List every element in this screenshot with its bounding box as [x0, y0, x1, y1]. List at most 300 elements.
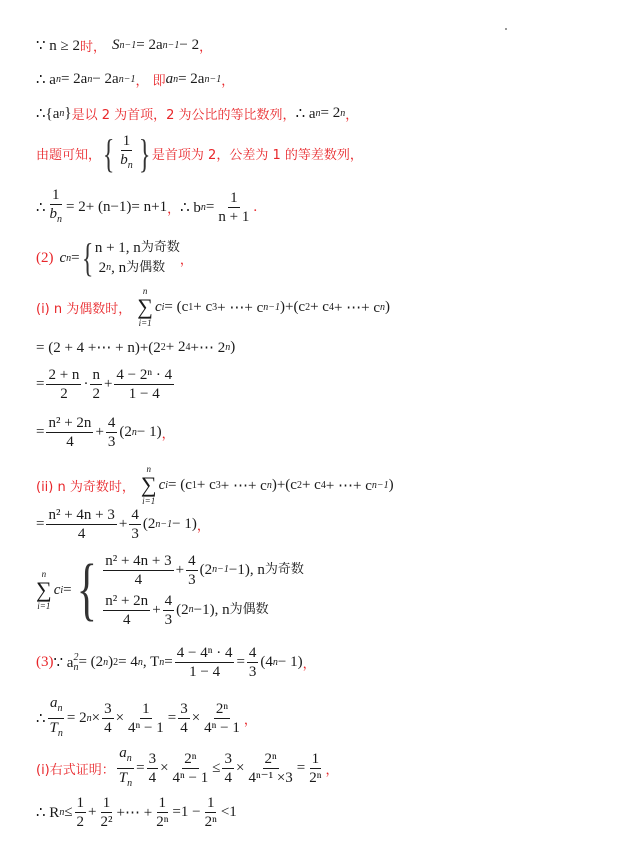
- numerator: 2ⁿ: [184, 751, 197, 767]
- math: = 2+ (n−1)= n+1: [66, 199, 168, 215]
- math-text: + 2: [165, 339, 186, 355]
- math-text: T: [49, 720, 58, 736]
- math-text: +: [103, 376, 113, 392]
- math-text: 为奇数: [140, 240, 180, 255]
- text: ，: [179, 252, 193, 268]
- math-text: [58, 728, 63, 739]
- numerator: 1: [76, 795, 85, 811]
- math-text: n: [103, 657, 109, 668]
- fraction: [46, 506, 116, 543]
- numerator: 3: [224, 751, 232, 767]
- math-text: }: [64, 105, 72, 121]
- denominator: 4ⁿ − 1: [128, 720, 164, 736]
- text: ，: [345, 108, 359, 123]
- math-text: n: [225, 342, 231, 353]
- fraction: [222, 750, 234, 787]
- math-text: −1), n: [193, 602, 230, 618]
- part-label: (2): [36, 249, 54, 266]
- numerator: 1: [230, 190, 238, 206]
- line-1: [36, 36, 212, 55]
- math-text: n: [87, 74, 93, 85]
- denominator: 4: [122, 611, 131, 628]
- fraction: [216, 189, 251, 226]
- math-text: 2: [73, 651, 79, 663]
- denominator: 4: [180, 720, 188, 736]
- math-text: n−1: [119, 40, 137, 51]
- math-text: ∑: [140, 472, 157, 497]
- math: − 2: [179, 37, 200, 53]
- math-text: =: [36, 516, 45, 532]
- math-text: 2: [98, 260, 107, 276]
- math-text: a: [49, 695, 58, 711]
- math-text: =: [296, 760, 306, 776]
- fraction: [48, 186, 65, 229]
- math-text: [127, 753, 132, 764]
- math-text: , n: [111, 260, 127, 276]
- math-text: <1: [220, 804, 237, 820]
- math-text: =1 −: [172, 804, 201, 820]
- math-text: ∑: [137, 294, 153, 319]
- text: 时，: [80, 40, 107, 55]
- math-text: 4: [185, 342, 191, 353]
- math-text: (2: [119, 424, 132, 440]
- denominator: 4: [224, 770, 232, 786]
- math-text: n: [59, 807, 65, 818]
- math-text: i=1: [37, 601, 51, 611]
- math-text: = (2: [78, 654, 104, 670]
- math-text: = 2: [66, 710, 87, 726]
- fraction: [186, 552, 198, 589]
- math-text: [155, 519, 172, 530]
- text: 是以 2 为首项，2 为公比的等比数列，: [71, 108, 296, 123]
- math-text: n: [86, 713, 92, 724]
- math-text: (4: [260, 654, 273, 670]
- math-text: 1: [191, 479, 197, 491]
- numerator: 1: [158, 795, 167, 811]
- math-text: ∴: [36, 711, 46, 727]
- fraction: [203, 794, 219, 831]
- math-text: n + 1, n: [94, 240, 141, 256]
- text: (i)右式证明：: [36, 763, 115, 778]
- math-text: [204, 74, 221, 85]
- fraction: [118, 132, 135, 175]
- math-text: + c: [301, 476, 321, 493]
- denominator: 3: [248, 664, 257, 680]
- math-text: 2: [305, 301, 311, 313]
- numerator: n² + 4n + 3: [48, 507, 115, 523]
- math-text: ，: [161, 427, 175, 442]
- math-text: ≤: [64, 804, 73, 820]
- math-text: n−1: [371, 479, 389, 491]
- math-text: (2: [142, 516, 156, 532]
- denominator: 2: [60, 386, 68, 402]
- line-4: [36, 132, 363, 175]
- math-text: [372, 480, 389, 491]
- math-text: n: [106, 262, 112, 273]
- math: =: [205, 199, 215, 215]
- math-text: n: [57, 703, 63, 714]
- denominator: 4: [77, 526, 86, 542]
- math: = 2a: [60, 71, 88, 87]
- math-text: =: [136, 760, 145, 776]
- fraction: [99, 794, 115, 831]
- summation: [137, 286, 153, 328]
- math-text: 4: [328, 301, 334, 313]
- denominator: 3: [188, 571, 196, 588]
- math-text: 1: [188, 301, 194, 313]
- numerator: 4: [107, 415, 116, 431]
- numerator: 1: [142, 701, 150, 717]
- line-14: [36, 644, 316, 681]
- math: ∴ b: [180, 200, 201, 216]
- line-8: [36, 338, 235, 357]
- fraction: [129, 506, 141, 543]
- math: = 2a: [178, 71, 205, 87]
- math: ∴ a: [36, 72, 56, 88]
- numerator: 2ⁿ: [264, 751, 277, 767]
- math-text: n: [146, 464, 151, 474]
- fraction: [202, 700, 242, 737]
- numerator: n² + 4n + 3: [105, 552, 172, 569]
- math: ∴: [36, 200, 46, 216]
- math-text: =: [36, 424, 45, 440]
- math-text: − 1): [136, 424, 162, 440]
- math-text: 2: [113, 657, 119, 668]
- math-text: ∑: [36, 577, 52, 602]
- line-6: [36, 235, 193, 280]
- math-text: [163, 40, 180, 51]
- numerator: 3: [148, 751, 157, 767]
- math-text: =: [167, 710, 177, 726]
- math-text: 2: [296, 479, 302, 491]
- math-text: n: [173, 74, 179, 85]
- math-text: $\frac{\text{n² + 2n}}{4}$ + $\frac{4}{3}$ (2 n −1), n 为偶数: [105, 592, 269, 628]
- denominator: 3: [107, 434, 116, 450]
- math-text: n: [315, 108, 321, 119]
- math-text: n: [340, 108, 346, 119]
- math-text: c: [53, 581, 61, 598]
- numerator: 4: [248, 645, 257, 661]
- math-text: +⋯ 2: [190, 340, 226, 356]
- math-text: ×: [235, 760, 245, 776]
- math-text: 3: [215, 479, 221, 491]
- math-text: n: [266, 479, 272, 491]
- denominator: 2: [92, 386, 100, 402]
- math-text: − 1): [277, 654, 303, 670]
- math-text: 为奇数: [264, 562, 304, 577]
- math-text: ): [108, 654, 114, 670]
- math-text: ×: [115, 710, 125, 726]
- math-text: ×: [160, 760, 169, 776]
- math-text: [128, 160, 133, 171]
- fraction: [48, 694, 65, 743]
- text: ，: [199, 40, 213, 55]
- math-text: i: [161, 301, 165, 313]
- denominator: 2ⁿ: [204, 814, 217, 830]
- numerator: 4 − 2ⁿ · 4: [116, 367, 173, 383]
- summation: [141, 464, 157, 506]
- line-10: [36, 414, 175, 451]
- math-text: + ⋯+ c: [333, 299, 381, 316]
- left-brace: {: [102, 130, 115, 176]
- numerator: 2ⁿ: [215, 701, 229, 717]
- line-16: [36, 744, 339, 793]
- line-5: [36, 186, 257, 229]
- math-text: ，: [243, 713, 257, 728]
- math-text: .: [253, 199, 258, 215]
- line-12: [36, 506, 210, 543]
- math-text: [57, 214, 62, 225]
- math-text: n: [188, 604, 194, 615]
- fraction: [117, 744, 134, 793]
- math: =: [71, 249, 80, 266]
- text: ，: [221, 74, 235, 89]
- fraction: [246, 750, 294, 787]
- numerator: 4: [188, 552, 196, 569]
- left-brace: {: [76, 551, 97, 628]
- math: S: [112, 37, 120, 53]
- math-text: [212, 560, 229, 580]
- line-11: [36, 464, 394, 506]
- math-text: (2: [199, 562, 213, 578]
- math-text: ·: [83, 376, 89, 392]
- line-15: [36, 694, 257, 743]
- math-text: ): [230, 339, 236, 355]
- text: ，: [167, 202, 181, 217]
- math-text: n: [59, 108, 65, 119]
- math-text: n: [126, 753, 132, 764]
- numerator: n² + 2n: [48, 415, 92, 431]
- math: ∴{a: [36, 106, 60, 122]
- math-text: n: [127, 778, 133, 789]
- fraction: [103, 592, 150, 629]
- numerator: 4: [164, 592, 173, 609]
- math-text: n−1: [155, 519, 173, 530]
- math-text: i: [165, 479, 169, 491]
- fraction: [75, 794, 87, 831]
- text: (i) n 为偶数时，: [36, 301, 132, 317]
- right-brace: }: [138, 130, 151, 176]
- math-text: ∵ a: [53, 655, 74, 671]
- math: c: [59, 249, 67, 266]
- math-text: + c: [196, 476, 216, 493]
- math: − 2a: [92, 71, 119, 87]
- math-text: c: [154, 298, 162, 315]
- math: = 2a: [136, 37, 163, 53]
- denominator: [118, 151, 135, 175]
- math-text: [119, 74, 136, 85]
- math-text: +⋯ +: [116, 805, 153, 821]
- math-text: n: [66, 252, 72, 264]
- numerator: 1: [122, 133, 131, 149]
- denominator: 4: [104, 720, 112, 736]
- denominator: 4: [148, 770, 157, 786]
- numerator: n: [92, 367, 100, 383]
- math-text: n−1: [212, 564, 229, 575]
- math-text: n: [272, 657, 278, 668]
- math-text: [95, 258, 180, 278]
- denominator: 4ⁿ − 1: [204, 720, 240, 736]
- fraction: [103, 552, 173, 589]
- fraction: [46, 414, 93, 451]
- math-text: − 1): [172, 516, 197, 532]
- math-text: n−1: [118, 74, 136, 85]
- math-text: )+(c: [279, 298, 306, 315]
- summation: [36, 569, 52, 611]
- math-text: n: [57, 214, 63, 225]
- line-7: [36, 286, 390, 328]
- math-text: n−1: [263, 301, 280, 313]
- math-text: [127, 778, 132, 789]
- math-text: [263, 302, 280, 313]
- math-text: (2: [176, 602, 189, 618]
- fraction: [147, 750, 159, 787]
- numerator: 4: [131, 507, 139, 523]
- numerator: 3: [104, 701, 112, 717]
- fraction: [178, 700, 190, 737]
- math-text: , T: [142, 654, 160, 670]
- denominator: 2: [76, 814, 85, 830]
- denominator: 2ⁿ: [309, 770, 322, 786]
- line-3: [36, 104, 358, 123]
- math-text: =: [164, 654, 173, 670]
- math-text: a: [119, 745, 127, 761]
- math-text: n: [131, 427, 137, 438]
- math-text: )+(c: [271, 476, 297, 493]
- numerator: 4 − 4ⁿ · 4: [176, 645, 233, 661]
- text: ， 即: [135, 74, 166, 89]
- denominator: 4: [134, 571, 143, 588]
- denominator: 4ⁿ⁻¹ ×3: [248, 770, 293, 786]
- math-text: n: [200, 202, 206, 213]
- math-text: ≤: [212, 760, 221, 776]
- math-text: n: [73, 661, 79, 673]
- math-text: n−1: [162, 40, 180, 51]
- math-text: ×: [91, 710, 101, 726]
- denominator: n + 1: [218, 209, 250, 225]
- line-2: [36, 70, 234, 89]
- fraction: [114, 366, 174, 403]
- math-text: n−1: [204, 74, 222, 85]
- numerator: 3: [180, 701, 188, 717]
- math-text: ×: [191, 710, 201, 726]
- math-text: [120, 40, 137, 51]
- math-text: =: [236, 654, 245, 670]
- part-label: (3): [36, 654, 54, 670]
- math-text: b: [120, 152, 128, 168]
- denominator: [117, 769, 134, 793]
- math-text: ∴ R: [36, 805, 60, 821]
- left-brace: {: [81, 235, 94, 280]
- math-text: ，: [325, 763, 339, 778]
- math-text: ): [388, 476, 394, 493]
- math-text: b: [49, 206, 58, 222]
- math-text: + ⋯+ c: [325, 477, 372, 494]
- denominator: 4ⁿ − 1: [172, 770, 209, 786]
- line-13: [36, 550, 304, 630]
- math-text: 为偶数: [229, 602, 269, 617]
- numerator: n² + 2n: [105, 592, 149, 609]
- math-text: ): [385, 298, 391, 315]
- math-text: +: [118, 516, 128, 532]
- math-text: 2: [160, 342, 166, 353]
- numerator: 1: [102, 795, 111, 811]
- denominator: 3: [164, 611, 173, 628]
- math-text: =: [36, 376, 45, 392]
- math-text: 3: [212, 301, 218, 313]
- denominator: 2ⁿ: [156, 814, 169, 830]
- math-text: + ⋯+ c: [217, 299, 264, 316]
- denominator: 2²: [100, 814, 113, 830]
- denominator: 4: [66, 434, 74, 450]
- fraction: [307, 750, 323, 787]
- math-text: = (c: [168, 476, 192, 493]
- line-17: [36, 794, 237, 831]
- math-text: $\frac{\text{n² + 4n + 3}}{4}$ + $\frac{4}{3}$ (2 n−1 −1), n 为奇数: [105, 552, 304, 588]
- math-text: +: [95, 424, 104, 440]
- math-text: =: [63, 581, 72, 598]
- math-text: = (2 + 4 +⋯ + n)+(2: [36, 340, 161, 356]
- math-text: + c: [310, 298, 329, 315]
- stray-dot: [505, 28, 507, 30]
- math: a: [165, 71, 174, 87]
- math: = 2: [320, 105, 341, 121]
- fraction: [247, 644, 259, 681]
- math-text: 4: [320, 479, 326, 491]
- math-text: = (c: [164, 298, 189, 315]
- denominator: 1 − 4: [128, 386, 160, 402]
- numerator: 2 + n: [48, 367, 80, 383]
- numerator: 1: [206, 795, 215, 811]
- fraction: [175, 644, 235, 681]
- numerator: [48, 694, 65, 719]
- fraction: [163, 592, 175, 629]
- math-text: [57, 703, 62, 714]
- math-text: 为偶数: [126, 260, 166, 275]
- math-text: +: [88, 804, 97, 820]
- line-9: [36, 366, 176, 403]
- numerator: 1: [311, 751, 320, 767]
- text: 由题可知，: [36, 148, 102, 163]
- math-text: i=1: [138, 318, 152, 328]
- fraction: [154, 794, 170, 831]
- math-text: + c: [193, 298, 213, 315]
- cases: [95, 238, 180, 278]
- math-text: = 4: [118, 654, 138, 670]
- numerator: 1: [52, 187, 60, 203]
- math-text: n: [127, 160, 133, 171]
- math-text: −1), n: [228, 562, 265, 578]
- fraction: [102, 700, 114, 737]
- fraction: [90, 366, 102, 403]
- denominator: 3: [131, 526, 139, 542]
- fraction: [106, 414, 118, 451]
- math-text: n: [137, 657, 143, 668]
- math-text: n: [55, 74, 61, 85]
- math-text: i=1: [142, 496, 156, 506]
- math-text: ，: [302, 657, 316, 672]
- math-text: n: [159, 657, 165, 668]
- denominator: [48, 205, 65, 229]
- math-text: n: [380, 301, 386, 313]
- cases: [101, 550, 304, 630]
- fraction: [171, 750, 211, 787]
- math-text: T: [118, 770, 128, 786]
- math-text: c: [158, 476, 166, 493]
- math-text: n: [57, 728, 63, 739]
- math: ∴ a: [295, 106, 316, 122]
- denominator: 1 − 4: [189, 664, 221, 680]
